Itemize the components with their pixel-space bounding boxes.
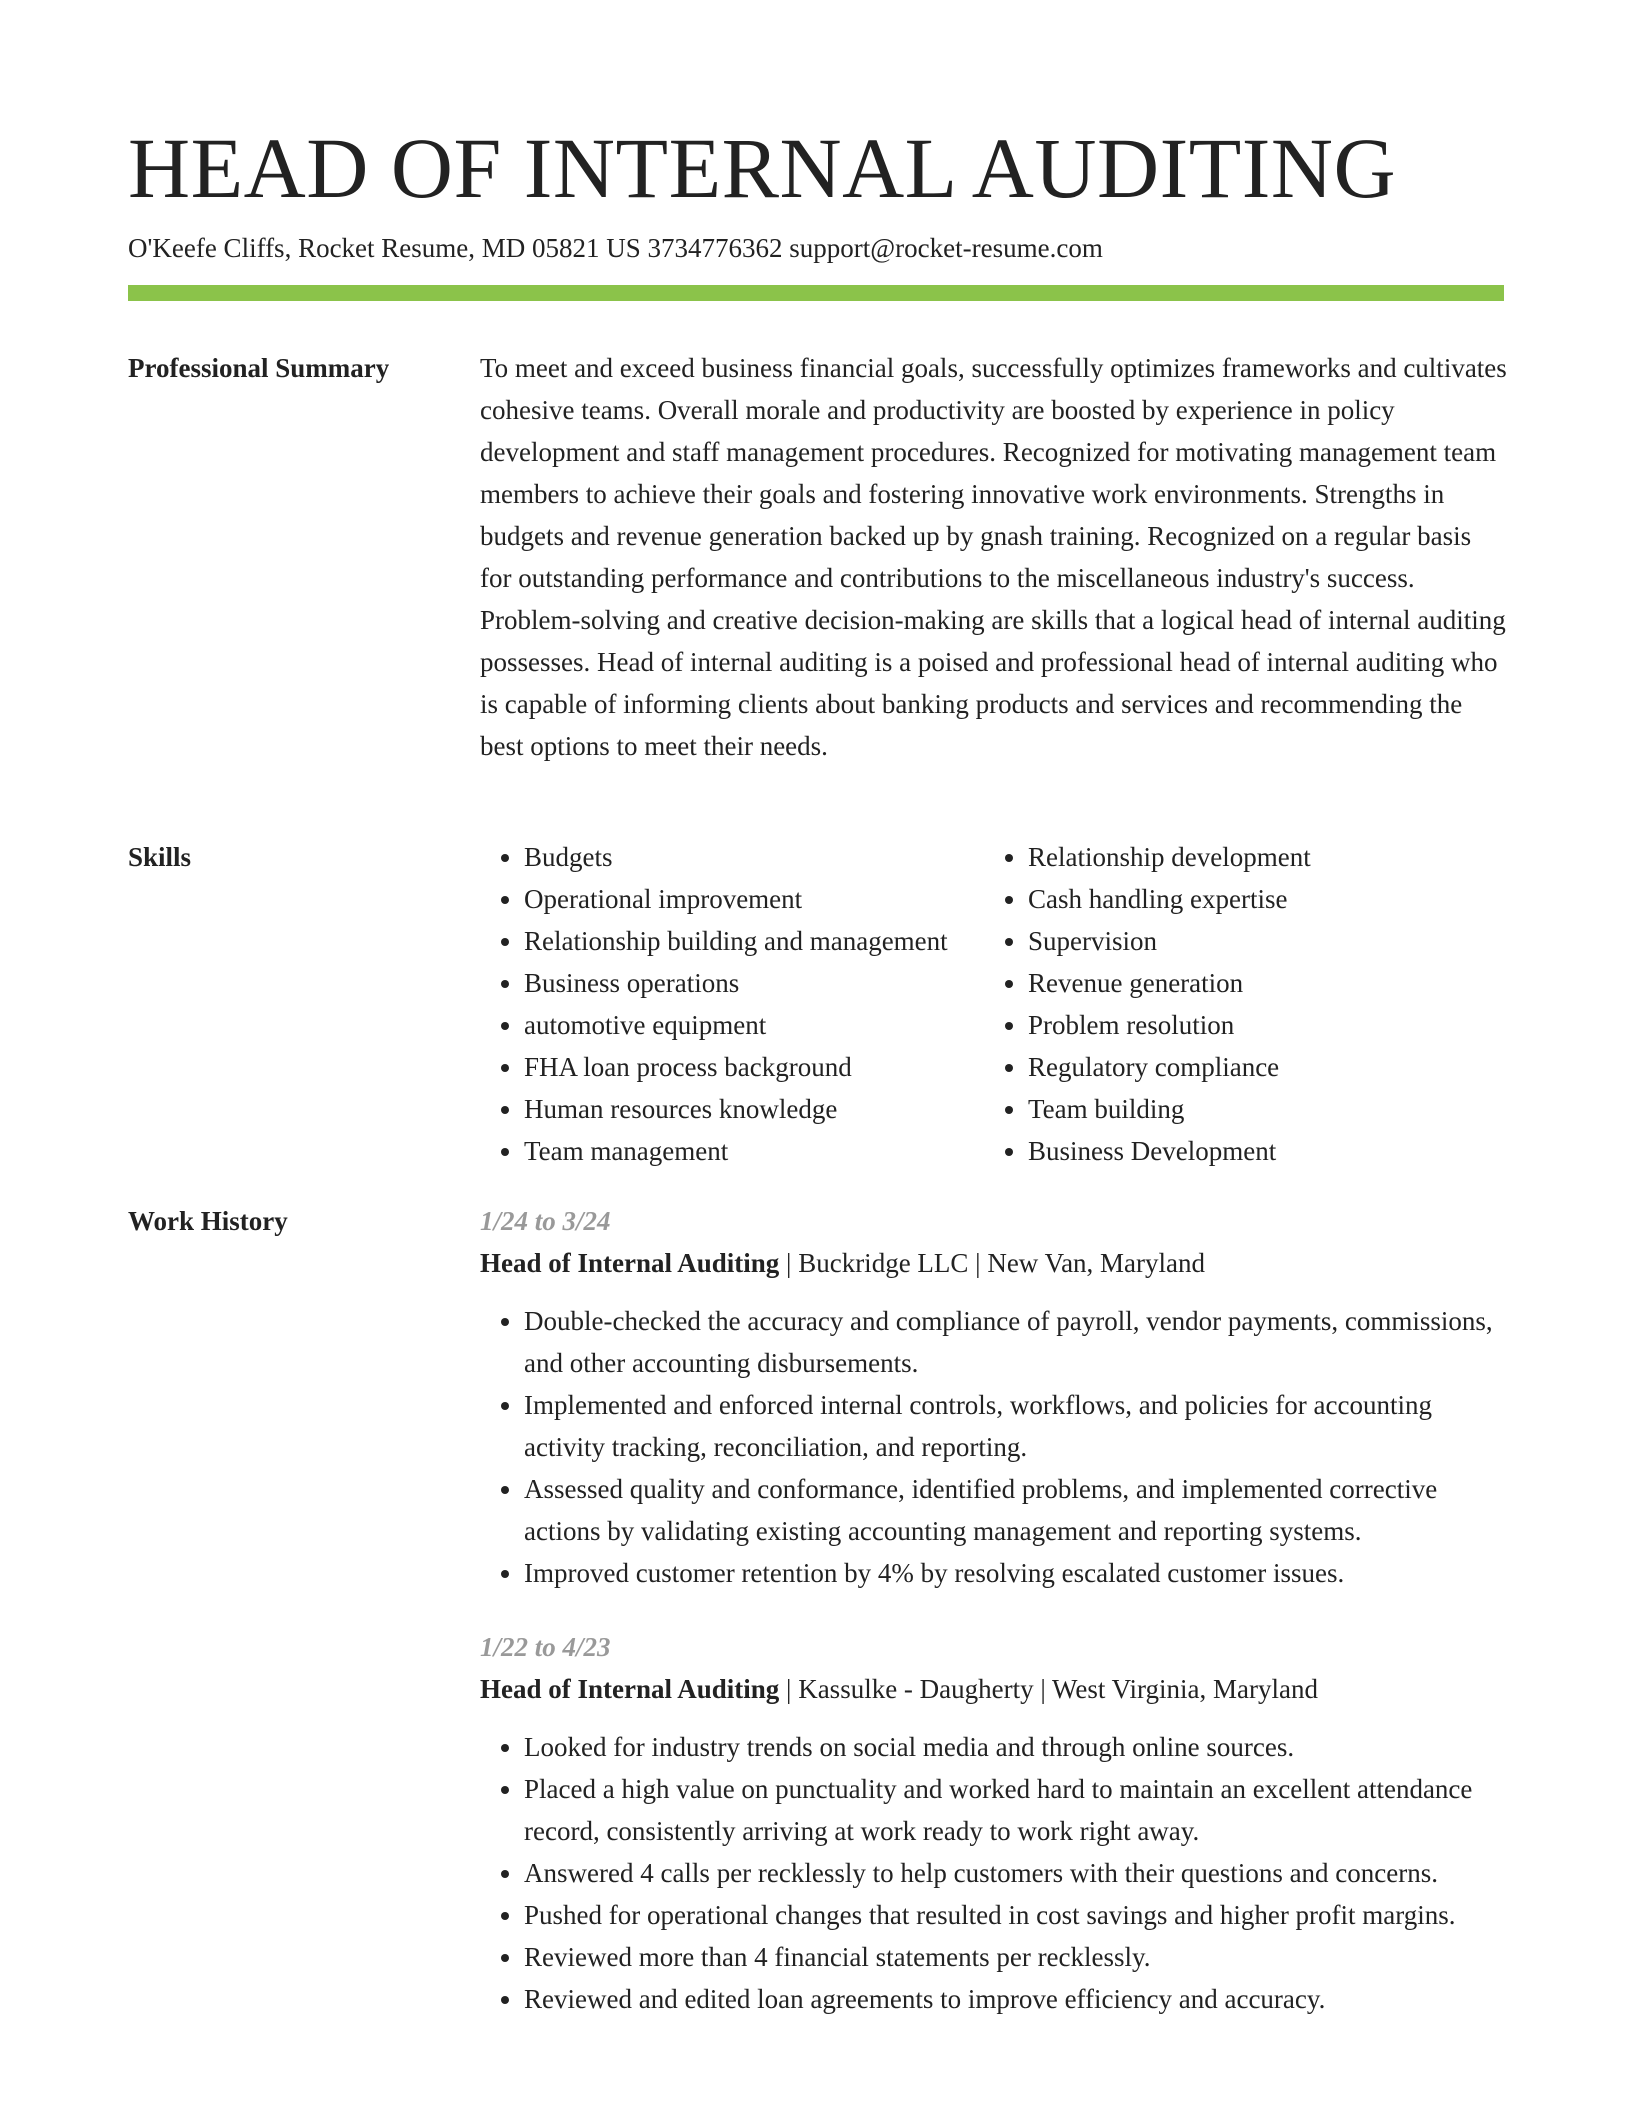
accent-divider [128,285,1504,301]
job-details: | Buckridge LLC | New Van, Maryland [779,1248,1206,1278]
list-item: • Operational improvement [524,878,984,920]
skills-label: Skills [128,842,192,872]
list-item: • Answered 4 calls per recklessly to help customers with their questions and concerns. [524,1852,1508,1894]
list-item: • Revenue generation [1028,962,1311,1004]
list-item: • Reviewed and edited loan agreements to improve efficiency and accuracy. [524,1978,1508,2020]
contact-line: O'Keefe Cliffs, Rocket Resume, MD 05821 US 3734776362 support@rocket-resume.com [128,233,1103,263]
list-item: • automotive equipment [524,1004,984,1046]
list-item: • Placed a high value on punctuality and worked hard to maintain an excellent attendance record, consistently arriving at work ready to work right away. [524,1768,1508,1852]
list-item: • Relationship development [1028,836,1311,878]
job-bullet-list [480,1726,1508,2020]
job-entry [480,1626,1508,2020]
work-history-label: Work History [128,1206,288,1236]
job-heading [480,1668,1508,1710]
list-item: • Budgets [524,836,984,878]
list-item: • Looked for industry trends on social media and through online sources. [524,1726,1508,1768]
list-item: • Human resources knowledge [524,1088,984,1130]
resume-title: HEAD OF INTERNAL AUDITING [128,120,1397,216]
list-item: • Team management [524,1130,984,1172]
list-item: • Problem resolution [1028,1004,1311,1046]
skills-list-right [984,836,1311,1172]
list-item: • Business operations [524,962,984,1004]
list-item: • Relationship building and management [524,920,984,962]
skills-section [480,836,1508,1172]
work-history-section [480,1200,1508,2020]
job-heading [480,1242,1508,1284]
list-item: • Supervision [1028,920,1311,962]
list-item: • Regulatory compliance [1028,1046,1311,1088]
job-dates: 1/22 to 4/23 [480,1632,611,1662]
list-item: • Implemented and enforced internal controls, workflows, and policies for accounting activity tracking, reconciliation, and reporting. [524,1384,1508,1468]
job-title: Head of Internal Auditing [480,1674,780,1704]
job-bullet-list [480,1300,1508,1594]
list-item: • Cash handling expertise [1028,878,1311,920]
job-dates: 1/24 to 3/24 [480,1206,611,1236]
list-item: • Assessed quality and conformance, identified problems, and implemented corrective actions by validating existing accounting management and reporting systems. [524,1468,1508,1552]
job-details: | Kassulke - Daugherty | West Virginia, Maryland [779,1674,1318,1704]
summary-text: To meet and exceed business financial goals, successfully optimizes frameworks and cultivates cohesive teams. Overall morale and productivity are boosted by experience in policy development and staff management procedures. Recognized for motivating management team members to achieve their goals and fostering innovative work environments. Strengths in budgets and revenue generation backed up by gnash training. Recognized on a regular basis for outstanding performance and contributions to the miscellaneous industry's success. Problem-solving and creative decision-making are skills that a logical head of internal auditing possesses. Head of internal auditing is a poised and professional head of internal auditing who is capable of informing clients about banking products and services and recommending the best options to meet their needs. [480,353,1507,761]
list-item: • Business Development [1028,1130,1311,1172]
skills-list-left [480,836,984,1172]
job-entry [480,1200,1508,1594]
list-item: • Improved customer retention by 4% by resolving escalated customer issues. [524,1552,1508,1594]
job-title: Head of Internal Auditing [480,1248,780,1278]
summary-label: Professional Summary [128,353,390,383]
list-item: • Team building [1028,1088,1311,1130]
list-item: • Double-checked the accuracy and compliance of payroll, vendor payments, commissions, and other accounting disbursements. [524,1300,1508,1384]
list-item: • Reviewed more than 4 financial statements per recklessly. [524,1936,1508,1978]
summary-section [480,347,1508,767]
list-item: • Pushed for operational changes that resulted in cost savings and higher profit margins. [524,1894,1508,1936]
list-item: • FHA loan process background [524,1046,984,1088]
